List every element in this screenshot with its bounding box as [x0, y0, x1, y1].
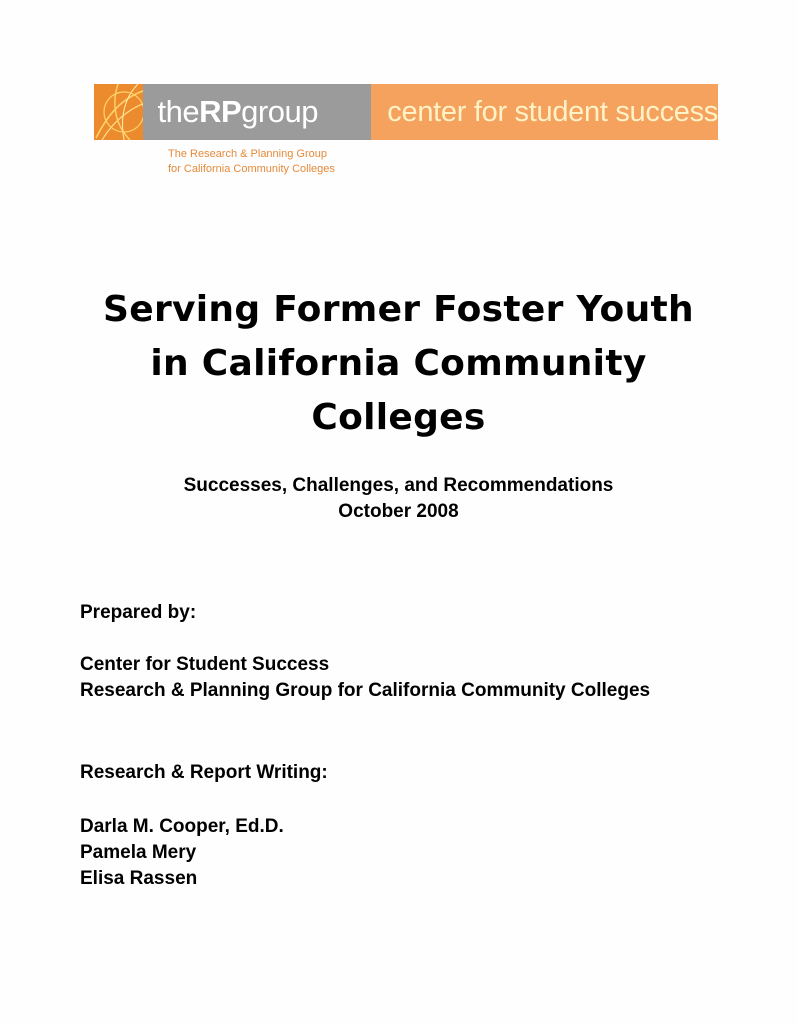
- rp-group-logo: [94, 84, 718, 140]
- subtitle-line1: Successes, Challenges, and Recommendations: [183, 475, 614, 496]
- author-3: Elisa Rassen: [80, 868, 198, 889]
- prepared-org-2: Research & Planning Group for California Community Colleges: [80, 680, 651, 701]
- prepared-by-label: Prepared by:: [80, 602, 197, 623]
- logo-subtitle-line2: for California Community Colleges: [168, 163, 335, 175]
- title-line2: in California Community: [150, 343, 647, 384]
- document-subtitle: [0, 473, 797, 525]
- logo-swirl-icon: [94, 84, 143, 140]
- title-line1: Serving Former Foster Youth: [103, 289, 694, 330]
- title-line3: Colleges: [311, 397, 486, 438]
- logo-rp: RP: [199, 94, 242, 129]
- author-list: [80, 814, 284, 892]
- prepared-org-1: Center for Student Success: [80, 654, 330, 675]
- research-writing-label: Research & Report Writing:: [80, 762, 328, 783]
- logo-group: group: [241, 94, 318, 129]
- prepared-by-orgs: [80, 652, 650, 704]
- center-for-student-success-wordmark: center for student success: [371, 84, 718, 140]
- document-title: [0, 283, 797, 445]
- rp-group-wordmark: [143, 84, 371, 140]
- logo-subtitle: [168, 147, 335, 177]
- author-2: Pamela Mery: [80, 842, 197, 863]
- author-1: Darla M. Cooper, Ed.D.: [80, 816, 284, 837]
- subtitle-date: October 2008: [338, 501, 459, 522]
- logo-the: the: [157, 94, 200, 129]
- logo-subtitle-line1: The Research & Planning Group: [168, 148, 327, 160]
